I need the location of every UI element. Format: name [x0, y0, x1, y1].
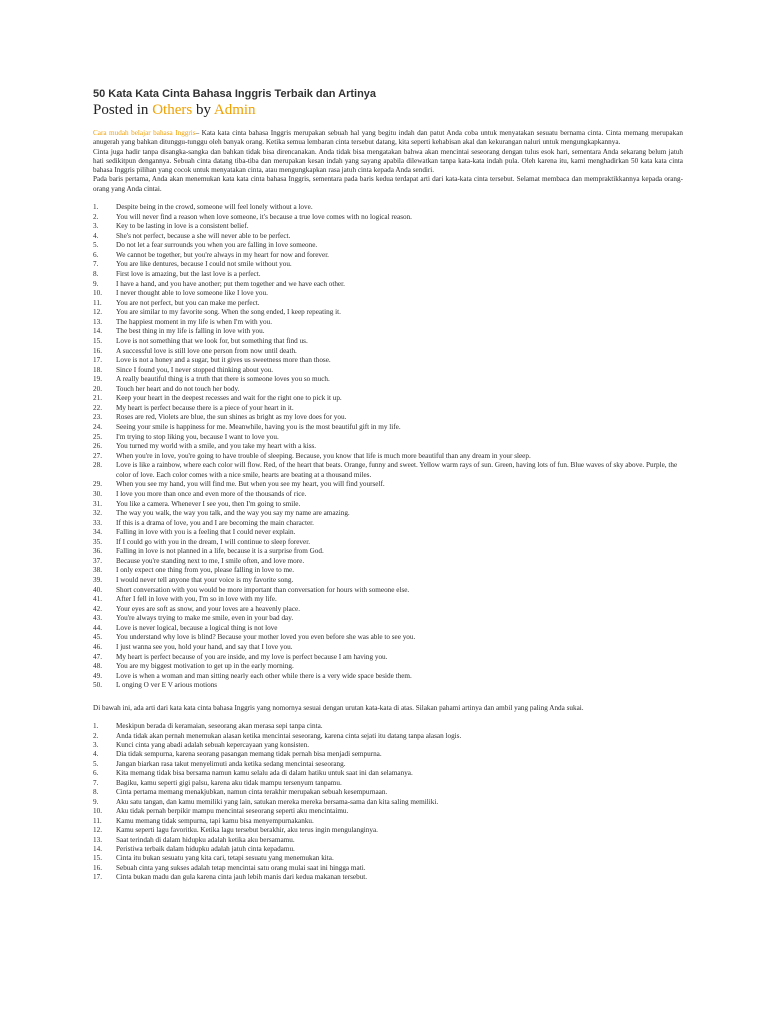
quote-item	[93, 203, 683, 213]
item-number: 6.	[93, 769, 99, 778]
intro	[93, 129, 683, 194]
item-text: Short conversation with you would be more important than conversation for hours with someone else.	[116, 585, 410, 594]
quote-item	[93, 222, 683, 232]
item-number: 23.	[93, 413, 102, 422]
item-number: 21.	[93, 394, 102, 403]
translation-item	[93, 807, 683, 816]
item-text: Dia tidak sempurna, karena seorang pasangan memang tidak pernah bisa menjadi sempurna.	[116, 750, 382, 759]
item-text: Because you're standing next to me, I smile often, and love more.	[116, 556, 305, 565]
item-text: Saat terindah di dalam hidupku adalah ketika aku bersamamu.	[116, 835, 295, 844]
item-text: I just wanna see you, hold your hand, and say that I love you.	[116, 642, 293, 651]
item-text: Seeing your smile is happiness for me. Meanwhile, having you is the most beautiful gift in my life.	[116, 423, 401, 432]
item-number: 10.	[93, 807, 102, 816]
item-number: 44.	[93, 623, 102, 632]
quote-item	[93, 557, 683, 567]
quote-item	[93, 347, 683, 357]
item-number: 32.	[93, 509, 102, 518]
item-text: Cinta pertama memang menakjubkan, namun cinta terakhir merupakan sebuah kesempurnaan.	[116, 788, 388, 797]
item-text: Love is not something that we look for, but something that find us.	[116, 336, 308, 345]
item-text: I have a hand, and you have another; put them together and we have each other.	[116, 279, 345, 288]
item-text: Love is when a woman and man sitting nearly each other while there is a very wide space beside them.	[116, 671, 412, 680]
item-text: Key to be lasting in love is a consistent belief.	[116, 222, 249, 231]
item-number: 35.	[93, 537, 102, 546]
item-text: Anda tidak akan pernah menemukan alasan ketika mencintai seseorang, karena cinta sejati itu datang tanpa alasan logis.	[116, 731, 462, 740]
quote-item	[93, 385, 683, 395]
item-text: You turned my world with a smile, and you take my heart with a kiss.	[116, 442, 317, 451]
item-number: 45.	[93, 633, 102, 642]
item-number: 15.	[93, 854, 102, 863]
intro-lead-text: – Kata kata cinta bahasa Inggris merupakan sebuah hal yang begitu indah dan patut Anda coba untuk menyatakan sesuatu bernama cinta. Cinta memang merupakan anugerah yang bahkan ditunggu-tunggu oleh banyak orang. Ketika semua lembaran cinta tersebut datang, kita seperti kehabisan akal dan kekurangan naluri untuk mengungkapkannya.	[93, 129, 683, 147]
item-text: You are similar to my favorite song. When the song ended, I keep repeating it.	[116, 308, 341, 317]
item-text: Love is never logical, because a logical thing is not love	[116, 623, 278, 632]
quote-item	[93, 356, 683, 366]
quote-item	[93, 681, 683, 691]
quote-item	[93, 260, 683, 270]
quote-item	[93, 241, 683, 251]
translation-list	[93, 722, 683, 883]
translation-item	[93, 836, 683, 845]
translation-item	[93, 826, 683, 835]
item-number: 29.	[93, 480, 102, 489]
item-number: 12.	[93, 308, 102, 317]
quote-item	[93, 404, 683, 414]
item-text: Love is like a rainbow, where each color will flow. Red, of the heart that beats. Orange, funny and sweet. Yellow warm rays of sun. Green, having lots of fun. Blue waves of sky above. Purple, the color of love. Each color comes with a nice smile, hearts are beating at a thousand miles.	[116, 461, 678, 479]
intro-link[interactable]: Cara mudah belajar bahasa Inggris	[93, 129, 196, 137]
translation-item	[93, 798, 683, 807]
quote-item	[93, 423, 683, 433]
quote-item	[93, 528, 683, 538]
quote-item	[93, 308, 683, 318]
item-number: 9.	[93, 279, 99, 288]
item-number: 11.	[93, 298, 102, 307]
item-number: 4.	[93, 750, 99, 759]
quote-list	[93, 203, 683, 691]
item-number: 14.	[93, 844, 102, 853]
item-number: 7.	[93, 778, 99, 787]
translation-item	[93, 788, 683, 797]
item-text: Cinta itu bukan sesuatu yang kita cari, tetapi sesuatu yang menemukan kita.	[116, 854, 334, 863]
post-meta	[93, 102, 683, 119]
item-text: Roses are red, Violets are blue, the sun shines as bright as my love does for you.	[116, 413, 347, 422]
item-number: 40.	[93, 585, 102, 594]
item-text: Jangan biarkan rasa takut menyelimuti anda ketika sedang mencintai seseorang.	[116, 759, 346, 768]
item-text: Since I found you, I never stopped thinking about you.	[116, 365, 274, 374]
item-text: First love is amazing, but the last love is a perfect.	[116, 270, 261, 279]
translation-item	[93, 750, 683, 759]
item-text: Aku satu tangan, dan kamu memiliki yang lain, satukan mereka mereka bersama-sama dan kita saling memiliki.	[116, 797, 439, 806]
quote-item	[93, 672, 683, 682]
quote-item	[93, 547, 683, 557]
item-text: You're always trying to make me smile, even in your bad day.	[116, 614, 294, 623]
item-text: I love you more than once and even more of the thousands of rice.	[116, 489, 307, 498]
posted-prefix: Posted in	[93, 102, 153, 118]
item-number: 1.	[93, 203, 99, 212]
item-number: 8.	[93, 788, 99, 797]
item-number: 28.	[93, 461, 102, 470]
item-text: Love is not a honey and a sugar, but it gives us sweetness more than those.	[116, 356, 331, 365]
quote-item	[93, 595, 683, 605]
item-number: 41.	[93, 595, 102, 604]
quote-item	[93, 538, 683, 548]
quote-item	[93, 232, 683, 242]
item-text: Kunci cinta yang abadi adalah sebuah kepercayaan yang konsisten.	[116, 740, 309, 749]
item-text: Kamu memang tidak sempurna, tapi kamu bisa menyempurnakanku.	[116, 816, 314, 825]
item-text: A successful love is still love one person from now until death.	[116, 346, 297, 355]
item-text: After I fell in love with you, I'm so in love with my life.	[116, 595, 277, 604]
quote-item	[93, 509, 683, 519]
item-number: 27.	[93, 451, 102, 460]
intro-paragraph-2: Cinta juga hadir tanpa disangka-sangka dan bahkan tidak bisa direncanakan. Anda tidak bisa mengatakan bahwa akan mencintai seseorang dengan tulus esok hari, sementara Anda sekarang belum jatuh hati sedikitpun dengannya. Sebuah cinta datang tiba-tiba dan merupakan kesan indah yang sayang apabila dilewatkan tanpa kata-kata indah pula. Oleh karena itu, kami menghadirkan 50 kata kata cinta bahasa Inggris pilihan yang cocok untuk menyatakan cinta, atau mengungkapkan rasa jatuh cinta kepada Anda sendiri.	[93, 147, 683, 175]
quote-item	[93, 318, 683, 328]
item-text: You understand why love is blind? Because your mother loved you even before she was able to see you.	[116, 633, 416, 642]
item-number: 30.	[93, 489, 102, 498]
quote-item	[93, 375, 683, 385]
quote-item	[93, 614, 683, 624]
item-number: 5.	[93, 241, 99, 250]
item-text: Kita memang tidak bisa bersama namun kamu selalu ada di dalam hatiku untuk saat ini dan selamanya.	[116, 769, 413, 778]
translation-item	[93, 817, 683, 826]
item-number: 43.	[93, 614, 102, 623]
item-text: The way you walk, the way you talk, and the way you say my name are amazing.	[116, 509, 350, 518]
item-number: 11.	[93, 816, 102, 825]
item-text: L onging O ver E V arious motions	[116, 681, 218, 690]
quote-item	[93, 213, 683, 223]
item-number: 14.	[93, 327, 102, 336]
item-number: 2.	[93, 731, 99, 740]
translation-item	[93, 760, 683, 769]
quote-item	[93, 633, 683, 643]
item-text: I only expect one thing from you, please falling in love to me.	[116, 566, 295, 575]
translation-item	[93, 741, 683, 750]
category-link[interactable]: Others	[152, 102, 193, 118]
quote-item	[93, 490, 683, 500]
item-number: 16.	[93, 346, 102, 355]
item-number: 3.	[93, 222, 99, 231]
item-number: 22.	[93, 403, 102, 412]
quote-item	[93, 452, 683, 462]
item-text: Do not let a fear surrounds you when you are falling in love someone.	[116, 241, 318, 250]
quote-item	[93, 653, 683, 663]
quote-item	[93, 586, 683, 596]
item-number: 7.	[93, 260, 99, 269]
item-text: You are my biggest motivation to get up in the early morning.	[116, 662, 294, 671]
translation-item	[93, 732, 683, 741]
item-text: Your eyes are soft as snow, and your loves are a heavenly place.	[116, 604, 301, 613]
quote-item	[93, 662, 683, 672]
article-title: 50 Kata Kata Cinta Bahasa Inggris Terbaik dan Artinya	[93, 88, 377, 100]
quote-item	[93, 605, 683, 615]
item-number: 39.	[93, 576, 102, 585]
item-number: 18.	[93, 365, 102, 374]
item-text: Keep your heart in the deepest recesses and wait for the right one to pick it up.	[116, 394, 342, 403]
quote-item	[93, 643, 683, 653]
item-text: A really beautiful thing is a truth that there is someone loves you so much.	[116, 375, 330, 384]
item-text: You like a camera. Whenever I see you, then I'm going to smile.	[116, 499, 301, 508]
translation-item	[93, 864, 683, 873]
item-text: When you see my hand, you will find me. But when you see my heart, you will find yourself.	[116, 480, 385, 489]
item-number: 33.	[93, 518, 102, 527]
item-text: Touch her heart and do not touch her body.	[116, 384, 240, 393]
item-number: 31.	[93, 499, 102, 508]
item-number: 47.	[93, 652, 102, 661]
item-number: 34.	[93, 528, 102, 537]
article	[93, 88, 683, 883]
author-link[interactable]: Admin	[213, 102, 256, 118]
item-text: If this is a drama of love, you and I are becoming the main character.	[116, 518, 314, 527]
quote-item	[93, 519, 683, 529]
quote-item	[93, 337, 683, 347]
quote-item	[93, 366, 683, 376]
item-number: 2.	[93, 212, 99, 221]
intro-paragraph-1	[93, 129, 683, 148]
by-label: by	[192, 102, 214, 118]
item-text: Peristiwa terbaik dalam hidupku adalah jatuh cinta kepadamu.	[116, 844, 295, 853]
translation-item	[93, 722, 683, 731]
quote-item	[93, 442, 683, 452]
item-number: 50.	[93, 681, 102, 690]
item-text: The best thing in my life is falling in love with you.	[116, 327, 265, 336]
item-number: 49.	[93, 671, 102, 680]
item-number: 4.	[93, 231, 99, 240]
item-number: 3.	[93, 740, 99, 749]
translation-item	[93, 845, 683, 854]
item-text: Sebuah cinta yang sukses adalah tetap mencintai satu orang mulai saat ini hingga mati.	[116, 863, 366, 872]
item-text: Kamu seperti lagu favoritku. Ketika lagu tersebut berakhir, aku terus ingin mengulanginya.	[116, 826, 378, 835]
item-number: 20.	[93, 384, 102, 393]
translation-intro: Di bawah ini, ada arti dari kata kata cinta bahasa Inggris yang nomornya sesuai dengan urutan kata-kata di atas. Silakan pahami artinya dan ambil yang paling Anda sukai.	[93, 703, 584, 712]
item-text: You are not perfect, but you can make me perfect.	[116, 298, 260, 307]
item-text: I never thought able to love someone like I love you.	[116, 289, 268, 298]
item-text: Bagiku, kamu seperti gigi palsu, karena aku tidak mampu tersenyum tanpamu.	[116, 778, 342, 787]
item-text: My heart is perfect because there is a piece of your heart in it.	[116, 403, 294, 412]
quote-item	[93, 251, 683, 261]
item-number: 6.	[93, 250, 99, 259]
quote-item	[93, 500, 683, 510]
item-text: The happiest moment in my life is when I'm with you.	[116, 317, 273, 326]
quote-item	[93, 413, 683, 423]
item-number: 37.	[93, 556, 102, 565]
item-number: 13.	[93, 835, 102, 844]
item-number: 24.	[93, 423, 102, 432]
item-number: 15.	[93, 336, 102, 345]
quote-item	[93, 394, 683, 404]
item-number: 36.	[93, 547, 102, 556]
item-number: 10.	[93, 289, 102, 298]
item-text: Cinta bukan madu dan gula karena cinta jauh lebih manis dari kedua makanan tersebut.	[116, 873, 368, 882]
item-text: Despite being in the crowd, someone will feel lonely without a love.	[116, 203, 313, 212]
translation-item	[93, 769, 683, 778]
item-number: 5.	[93, 759, 99, 768]
item-text: She's not perfect, because a she will never able to be perfect.	[116, 231, 291, 240]
quote-item	[93, 327, 683, 337]
item-number: 16.	[93, 863, 102, 872]
quote-item	[93, 480, 683, 490]
item-number: 46.	[93, 642, 102, 651]
item-text: Falling in love with you is a feeling that I could never explain.	[116, 528, 296, 537]
quote-item	[93, 289, 683, 299]
item-number: 19.	[93, 375, 102, 384]
quote-item	[93, 566, 683, 576]
item-number: 12.	[93, 826, 102, 835]
item-text: Falling in love is not planned in a life, because it is a surprise from God.	[116, 547, 324, 556]
item-number: 17.	[93, 356, 102, 365]
item-text: When you're in love, you're going to have trouble of sleeping. Because, you know that life is much more beautiful than any dream in your sleep.	[116, 451, 531, 460]
item-number: 9.	[93, 797, 99, 806]
item-number: 8.	[93, 270, 99, 279]
intro-paragraph-3: Pada baris pertama, Anda akan menemukan kata kata cinta bahasa Inggris, sementara pada baris kedua terdapat arti dari kata-kata cinta tersebut. Selamat membaca dan mempraktikkannya kepada orang-orang yang Anda cintai.	[93, 175, 683, 193]
translation-item	[93, 854, 683, 863]
item-text: If I could go with you in the dream, I will continue to sleep forever.	[116, 537, 311, 546]
item-text: We cannot be together, but you're always in my heart for now and forever.	[116, 250, 329, 259]
translation-item	[93, 779, 683, 788]
item-text: Aku tidak pernah berpikir mampu mencintai seseorang seperti aku mencintaimu.	[116, 807, 349, 816]
item-number: 13.	[93, 317, 102, 326]
quote-item	[93, 280, 683, 290]
item-text: You are like dentures, because I could not smile without you.	[116, 260, 292, 269]
quote-item	[93, 576, 683, 586]
item-number: 48.	[93, 662, 102, 671]
item-text: I would never tell anyone that your voice is my favorite song.	[116, 576, 294, 585]
item-number: 42.	[93, 604, 102, 613]
item-number: 1.	[93, 722, 99, 731]
quote-item	[93, 433, 683, 443]
item-text: My heart is perfect because of you are inside, and my love is perfect because I am having you.	[116, 652, 388, 661]
item-text: You will never find a reason when love someone, it's because a true love comes with no logical reason.	[116, 212, 412, 221]
item-text: Meskipun berada di keramaian, seseorang akan merasa sepi tanpa cinta.	[116, 722, 323, 731]
quote-item	[93, 624, 683, 634]
item-number: 26.	[93, 442, 102, 451]
item-number: 38.	[93, 566, 102, 575]
quote-item	[93, 270, 683, 280]
quote-item	[93, 299, 683, 309]
item-number: 25.	[93, 432, 102, 441]
translation-item	[93, 873, 683, 882]
quote-item	[93, 461, 683, 480]
item-text: I'm trying to stop liking you, because I want to love you.	[116, 432, 279, 441]
item-number: 17.	[93, 873, 102, 882]
